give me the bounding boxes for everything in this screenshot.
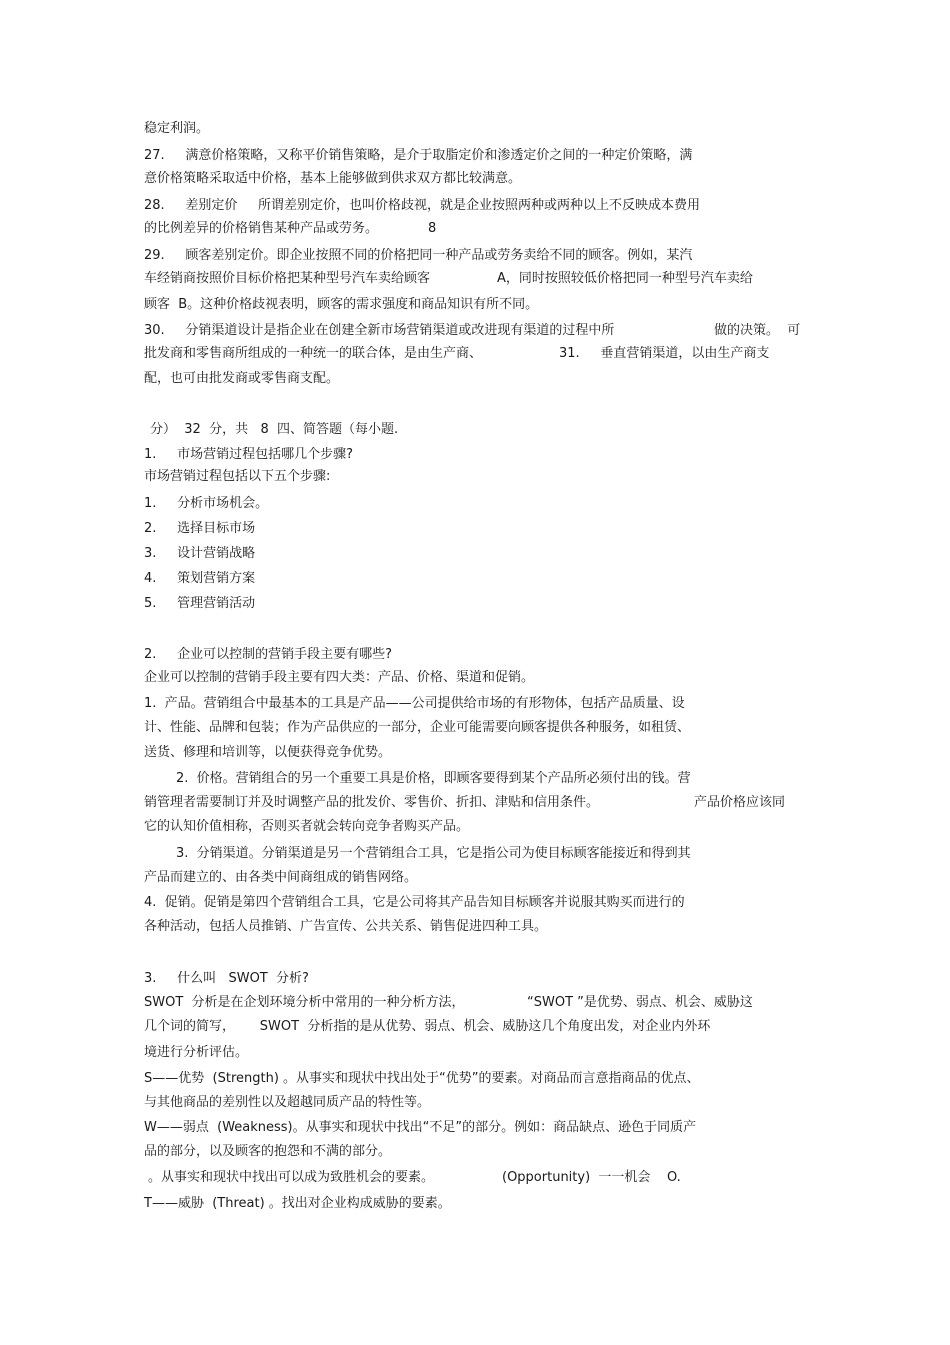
text-line: 1. 产品。营销组合中最基本的工具是产品——公司提供给市场的有形物体，包括产品质量、设	[144, 696, 685, 711]
text-line: 27. 满意价格策略，又称平价销售策略，是介于取脂定价和渗透定价之间的一种定价策略，满	[144, 148, 693, 163]
text-line: 销管理者需要制订并及时调整产品的批发价、零售价、折扣、津贴和信用条件。	[144, 795, 600, 810]
list-item: 1. 分析市场机会。	[144, 496, 269, 511]
text-line: 30. 分销渠道设计是指企业在创建全新市场营销渠道或改进现有渠道的过程中所	[144, 323, 615, 338]
text-line: 稳定利润。	[144, 121, 210, 136]
question-title: 3. 什么叫 SWOT 分析?	[144, 971, 309, 986]
text-line: S——优势 (Strength) 。从事实和现状中找出处于“优势”的要素。对商品而言意指商品的优点、	[144, 1071, 700, 1086]
text-line: 3. 分销渠道。分销渠道是另一个营销组合工具，它是指公司为使目标顾客能接近和得到其	[176, 846, 691, 861]
question-title: 2. 企业可以控制的营销手段主要有哪些?	[144, 647, 392, 662]
text-line: 各种活动，包括人员推销、广告宣传、公共关系、销售促进四种工具。	[144, 919, 548, 934]
list-item: 2. 选择目标市场	[144, 521, 256, 536]
text-line: 配，也可由批发商或零售商支配。	[144, 371, 340, 386]
text-line: 28. 差别定价 所谓差别定价，也叫价格歧视，就是企业按照两种或两种以上不反映成本费用	[144, 198, 700, 213]
text-line: 意价格策略采取适中价格，基本上能够做到供求双方都比较满意。	[144, 171, 522, 186]
text-line: 计、性能、品牌和包装；作为产品供应的一部分，企业可能需要向顾客提供各种服务，如租赁、	[144, 720, 691, 735]
text-line: SWOT 分析是在企划环境分析中常用的一种分析方法，	[144, 995, 465, 1010]
text-line: A，同时按照较低价格把同一种型号汽车卖给	[497, 271, 753, 286]
text-line: 它的认知价值相称，否则买者就会转向竞争者购买产品。	[144, 819, 470, 834]
text-line: 境进行分析评估。	[144, 1045, 249, 1060]
text-line: 产品而建立的、由各类中间商组成的销售网络。	[144, 870, 418, 885]
text-line: 31. 垂直营销渠道，以由生产商支	[559, 346, 770, 361]
text-line: 企业可以控制的营销手段主要有四大类：产品、价格、渠道和促销。	[144, 670, 535, 685]
text-line: 。从事实和现状中找出可以成为致胜机会的要素。	[148, 1170, 435, 1185]
text-line: (Opportunity) 一一机会 O.	[502, 1170, 681, 1185]
text-line: 产品价格应该同	[694, 795, 786, 810]
text-line: 2. 价格。营销组合的另一个重要工具是价格，即顾客要得到某个产品所必须付出的钱。营	[176, 771, 691, 786]
text-line: 品的部分，以及顾客的抱怨和不满的部分。	[144, 1144, 392, 1159]
text-line: 29. 顾客差别定价。即企业按照不同的价格把同一种产品或劳务卖给不同的顾客。例如，某汽	[144, 248, 693, 263]
text-line: 车经销商按照价目标价格把某种型号汽车卖给顾客	[144, 271, 431, 286]
question-title: 1. 市场营销过程包括哪几个步骤?	[144, 447, 353, 462]
text-line: 顾客 B。这种价格歧视表明，顾客的需求强度和商品知识有所不同。	[144, 297, 539, 312]
text-line: 4. 促销。促销是第四个营销组合工具，它是公司将其产品告知目标顾客并说服其购买而进行的	[144, 895, 685, 910]
text-line: 批发商和零售商所组成的一种统一的联合体，是由生产商、	[144, 346, 483, 361]
list-item: 3. 设计营销战略	[144, 546, 256, 561]
text-line: 的比例差异的价格销售某种产品或劳务。	[144, 221, 379, 236]
text-line: 几个词的简写， SWOT 分析指的是从优势、弱点、机会、威胁这几个角度出发，对企业内外环	[144, 1019, 711, 1034]
text-line: 市场营销过程包括以下五个步骤:	[144, 469, 331, 484]
text-line: 与其他商品的差别性以及超越同质产品的特性等。	[144, 1095, 431, 1110]
text-line: 8	[428, 221, 437, 236]
text-line: 做的决策。 可	[714, 323, 801, 338]
section-heading: 分） 32 分，共 8 四、简答题（每小题.	[150, 422, 399, 437]
list-item: 4. 策划营销方案	[144, 571, 256, 586]
text-line: 送货、修理和培训等，以便获得竞争优势。	[144, 745, 392, 760]
text-line: W——弱点 (Weakness)。从事实和现状中找出“不足”的部分。例如：商品缺点、逊色于同质产	[144, 1120, 697, 1135]
list-item: 5. 管理营销活动	[144, 596, 256, 611]
text-line: “SWOT ”是优势、弱点、机会、威胁这	[527, 995, 753, 1010]
text-line: T——威胁 (Threat) 。找出对企业构成威胁的要素。	[144, 1196, 451, 1211]
